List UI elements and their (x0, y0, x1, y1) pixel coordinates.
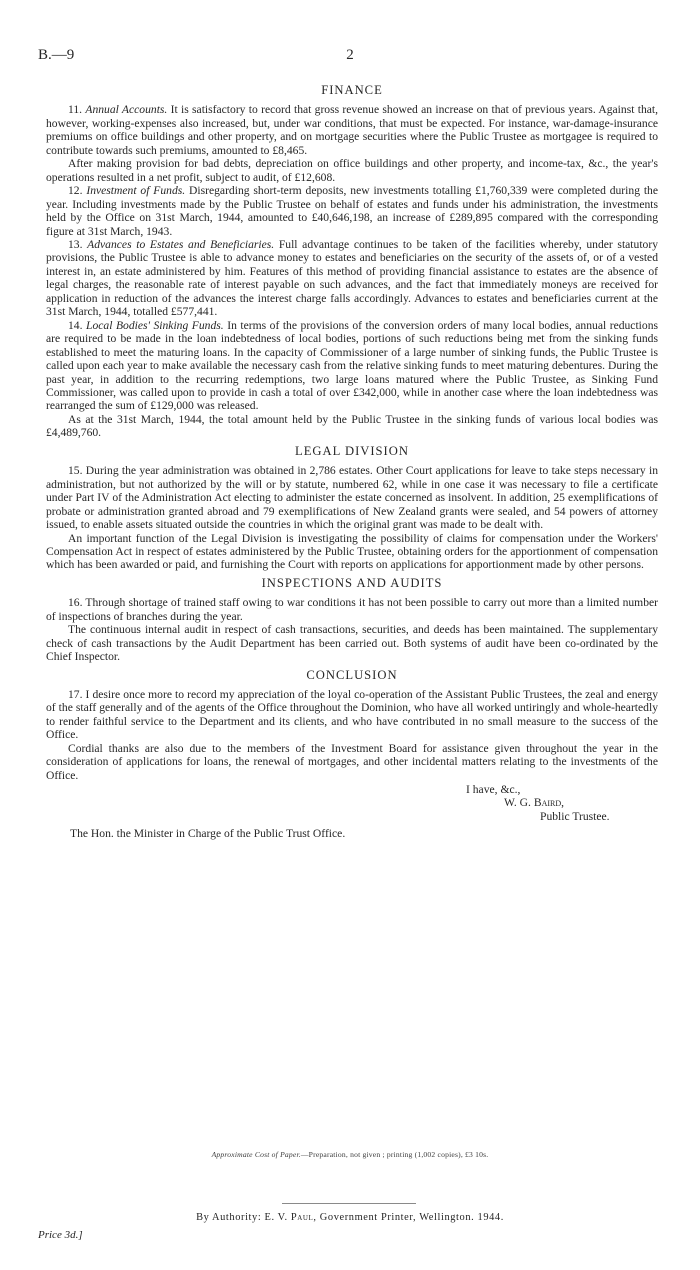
legal-division-heading: LEGAL DIVISION (295, 443, 409, 458)
document-body (46, 84, 658, 841)
paragraph-text: It is satisfactory to record that gross revenue showed an increase on that of previous years. Against that, however, working-expenses also increased, but, under war conditions, that must be expected. For instance, war-damage-insurance premiums on office buildings and other property, and on mortgage securities where the Public Trustee as mortgagee is required to contribute towards such premiums, amounted to £8,465. (46, 103, 659, 157)
paragraph-text: In terms of the provisions of the conversion orders of many local bodies, annual reductions are required to be made in the loan indebtedness of local bodies, portions of such reductions being met from the sinking funds established to meet the maturing loans. In the capacity of Commissioner of a large number of sinking funds, the Public Trustee is called upon each year to make available the necessary cash from the relative sinking funds to meet maturing debentures. During the past year, in addition to the recurring redemptions, two large loans matured where the Public Trustee, as Sinking Fund Commissioner, was called upon to provide in cash a total of over £342,000, while in another case where the loan indebtedness was rearranged the sum of £129,000 was released. (46, 318, 659, 413)
paragraph-number: 13. (68, 237, 88, 251)
paragraph-14 (46, 319, 658, 413)
paragraph-number: 12. (68, 184, 87, 198)
inspections-heading: INSPECTIONS AND AUDITS (261, 575, 443, 590)
signature-block (46, 783, 658, 841)
paragraph-12 (46, 184, 658, 238)
paragraph-11 (46, 103, 658, 157)
closing-line: I have, &c., (466, 783, 521, 797)
cost-text: —Preparation, not given ; printing (1,002 copies), £3 10s. (300, 1150, 489, 1159)
signatory-name: W. G. Baird, (504, 796, 565, 810)
conclusion-heading: CONCLUSION (306, 667, 398, 682)
paragraph-text: Full advantage continues to be taken of the facilities whereby, under statutory provisions, the Public Trustee is able to advance money to estates and beneficiaries on the security of the assets of, or of a vested interest in, an estate administered by him. Features of this method of providing financial assistance to estates are the absence of legal charges, the reasonable rate of interest payable on such advances, and the fact that immediately moneys are received for application in reduction of the advances the interest charge falls accordingly. Advances to estates and beneficiaries current at the 31st March, 1944, totalled £577,441. (46, 237, 658, 319)
printer-authority (0, 1212, 700, 1223)
paragraph-16-continued: The continuous internal audit in respect of cash transactions, securities, and deeds has been maintained. The supplementary check of cash transactions by the Audit Department has been carried out. Both systems of audit have been co-ordinated by the Chief Inspector. (46, 623, 658, 664)
addressee: The Hon. the Minister in Charge of the Public Trust Office. (70, 827, 346, 841)
authority-suffix: Government Printer, Wellington. 1944. (316, 1212, 504, 1223)
paragraph-11-continued: After making provision for bad debts, depreciation on office buildings and other property, and income-tax, &c., the year's operations resulted in a net profit, subject to audit, of £12,608. (46, 157, 658, 184)
footer-rule (282, 1203, 416, 1204)
paragraph-16: 16. Through shortage of trained staff owing to war conditions it has not been possible to carry out more than a limited number of inspections of branches during the year. (46, 596, 658, 623)
paragraph-text: Disregarding short-term deposits, new investments totalling £1,760,339 were completed during the year. Including investments made by the Public Trustee on behalf of estates and funds under his administration, the investments held by the Office on 31st March, 1944, amounted to £40,646,198, an increase of £289,895 compared with the corresponding figure at 31st March, 1943. (46, 184, 659, 238)
page-reference: B.—9 (38, 47, 75, 63)
cost-label: Approximate Cost of Paper. (211, 1150, 301, 1159)
signatory-title: Public Trustee. (540, 810, 610, 824)
paragraph-title: Local Bodies' Sinking Funds. (86, 318, 224, 332)
cost-note (0, 1150, 700, 1159)
paragraph-title: Investment of Funds. (86, 184, 186, 198)
finance-heading: FINANCE (321, 83, 383, 97)
printer-name: E. V. Paul, (264, 1212, 317, 1223)
paragraph-17: 17. I desire once more to record my appreciation of the loyal co-operation of the Assistant Public Trustees, the zeal and energy of the staff generally and of the agents of the Office throughout the Dominion, who have all worked untiringly and whole-heartedly to render faithful service to the Department and its clients, and who have contributed in no small measure to the success of the Office. (46, 688, 658, 742)
paragraph-15-continued: An important function of the Legal Division is investigating the possibility of claims for compensation under the Workers' Compensation Act in respect of estates administered by the Public Trustee, obtaining orders for the apportionment of compensation which has been awarded or paid, and furnishing the Court with reports on applications for apportionment made by other persons. (46, 531, 658, 572)
paragraph-number: 11. (68, 103, 86, 117)
paragraph-title: Annual Accounts. (85, 103, 168, 117)
paragraph-number: 14. (68, 318, 87, 332)
paragraph-title: Advances to Estates and Beneficiaries. (87, 237, 275, 251)
price: Price 3d.] (38, 1229, 83, 1241)
paragraph-13 (46, 238, 658, 319)
authority-prefix: By Authority: (196, 1212, 265, 1223)
page-number: 2 (346, 47, 354, 63)
paragraph-15: 15. During the year administration was obtained in 2,786 estates. Other Court applications for leave to take steps necessary in administration, but not authorized by the will or by statute, numbered 62, while in one case it was necessary to file a certificate under Part IV of the Administration Act electing to administer the estate concerned as insolvent. In addition, 25 exemplifications of probate or administration granted abroad and 79 exemplifications of New Zealand grants were sealed, and 54 powers of attorney issued, to enable assets situated outside the countries in which the original grant was made to be dealt with. (46, 464, 658, 532)
paragraph-14-continued: As at the 31st March, 1944, the total amount held by the Public Trustee in the sinking funds of various local bodies was £4,489,760. (46, 412, 658, 440)
paragraph-17-continued: Cordial thanks are also due to the members of the Investment Board for assistance given throughout the year in the consideration of applications for loans, the renewal of mortgages, and other incidental matters relating to the investments of the Office. (46, 741, 658, 782)
